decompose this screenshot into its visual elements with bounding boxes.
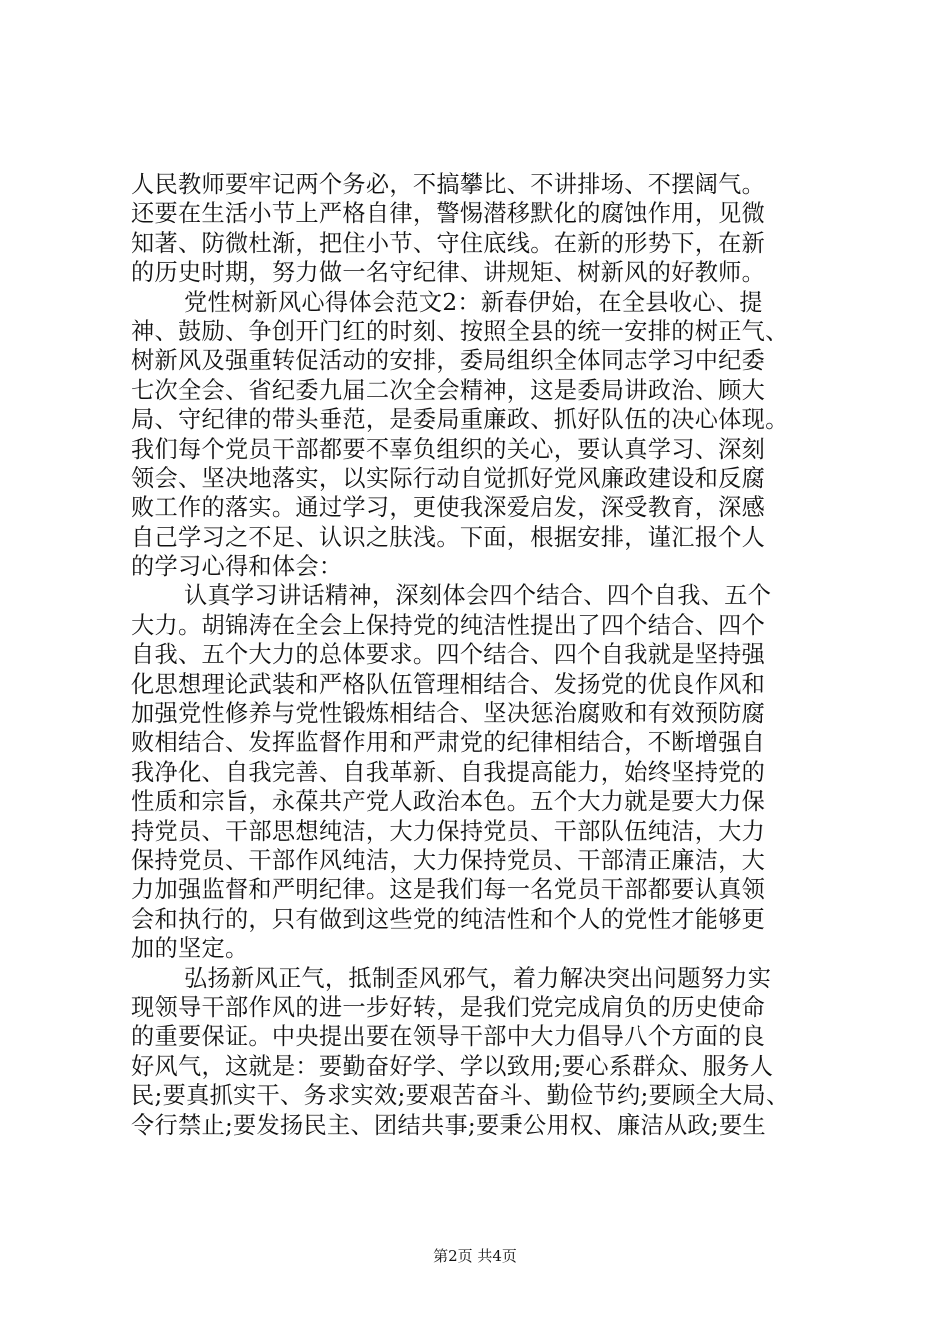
text-line: 性质和宗旨，永葆共产党人政治本色。五个大力就是要大力保 [131, 788, 766, 816]
text-line: 党性树新风心得体会范文2：新春伊始，在全县收心、提 [184, 288, 763, 316]
text-line: 加的坚定。 [131, 935, 249, 963]
text-line: 保持党员、干部作风纯洁，大力保持党员、干部清正廉洁，大 [131, 846, 766, 874]
text-line: 人民教师要牢记两个务必，不搞攀比、不讲排场、不摆阔气。 [131, 171, 766, 198]
text-line: 认真学习讲话精神，深刻体会四个结合、四个自我、五个 [184, 582, 772, 610]
document-body [131, 170, 831, 1140]
text-line: 化思想理论武装和严格队伍管理相结合、发扬党的优良作风和 [131, 670, 766, 698]
paragraph [131, 288, 831, 582]
text-line: 树新风及强重转促活动的安排，委局组织全体同志学习中纪委 [131, 347, 766, 375]
text-line: 局、守纪律的带头垂范，是委局重廉政、抓好队伍的决心体现。 [131, 406, 789, 434]
paragraph [131, 581, 831, 963]
text-line: 领会、坚决地落实，以实际行动自觉抓好党风廉政建设和反腐 [131, 464, 766, 492]
text-line: 民;要真抓实干、务求实效;要艰苦奋斗、勤俭节约;要顾全大局、 [131, 1082, 790, 1110]
text-line: 我们每个党员干部都要不辜负组织的关心，要认真学习、深刻 [131, 435, 766, 463]
text-line: 自己学习之不足、认识之肤浅。下面，根据安排，谨汇报个人 [131, 523, 766, 551]
text-line: 会和执行的，只有做到这些党的纯洁性和个人的党性才能够更 [131, 905, 766, 933]
text-line: 的重要保证。中央提出要在领导干部中大力倡导八个方面的良 [131, 1023, 766, 1051]
text-line: 我净化、自我完善、自我革新、自我提高能力，始终坚持党的 [131, 758, 766, 786]
text-line: 自我、五个大力的总体要求。四个结合、四个自我就是坚持强 [131, 641, 766, 669]
text-line: 的历史时期，努力做一名守纪律、讲规矩、树新风的好教师。 [131, 259, 766, 287]
text-line: 败相结合、发挥监督作用和严肃党的纪律相结合，不断增强自 [131, 729, 766, 757]
paragraph [131, 170, 831, 288]
text-line: 神、鼓励、争创开门红的时刻、按照全县的统一安排的树正气、 [131, 317, 789, 345]
text-line: 弘扬新风正气，抵制歪风邪气，着力解决突出问题努力实 [184, 964, 772, 992]
text-line: 知著、防微杜渐，把住小节、守住底线。在新的形势下，在新 [131, 229, 766, 257]
text-line: 力加强监督和严明纪律。这是我们每一名党员干部都要认真领 [131, 876, 766, 904]
paragraph [131, 964, 831, 1140]
text-line: 加强党性修养与党性锻炼相结合、坚决惩治腐败和有效预防腐 [131, 700, 766, 728]
text-line: 令行禁止;要发扬民主、团结共事;要秉公用权、廉洁从政;要生 [131, 1111, 767, 1139]
text-line: 好风气，这就是：要勤奋好学、学以致用;要心系群众、服务人 [131, 1052, 774, 1080]
text-line: 大力。胡锦涛在全会上保持党的纯洁性提出了四个结合、四个 [131, 611, 766, 639]
text-line: 还要在生活小节上严格自律，警惕潜移默化的腐蚀作用，见微 [131, 200, 766, 228]
text-line: 的学习心得和体会： [131, 553, 343, 581]
text-line: 七次全会、省纪委九届二次全会精神，这是委局讲政治、顾大 [131, 376, 766, 404]
text-line: 现领导干部作风的进一步好转，是我们党完成肩负的历史使命 [131, 993, 766, 1021]
text-line: 败工作的落实。通过学习，更使我深爱启发，深受教育，深感 [131, 494, 766, 522]
page-footer: 第2页 共4页 [433, 1247, 517, 1265]
text-line: 持党员、干部思想纯洁，大力保持党员、干部队伍纯洁，大力 [131, 817, 766, 845]
